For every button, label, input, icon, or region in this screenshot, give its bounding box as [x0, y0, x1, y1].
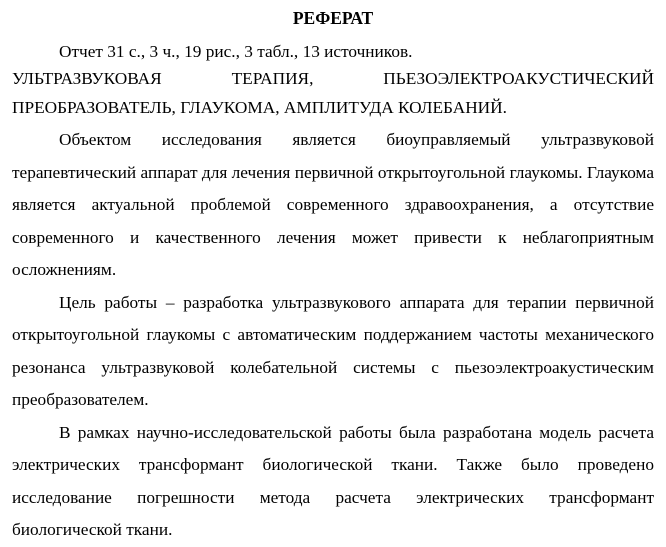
paragraph-object: Объектом исследования является биоуправляемый ультразвуковой терапевтический аппарат для лечения первичной открытоугольной глаукомы. Глаукома является актуальной проблемой современного здравоохранения, а отсутствие современного и качественного лечения может привести к неблагоприятным осложнениям.	[12, 130, 654, 279]
keywords-block	[12, 64, 654, 122]
document-title: РЕФЕРАТ	[292, 8, 374, 28]
paragraph-research: В рамках научно-исследовательской работы была разработана модель расчета электрических трансформант биологической ткани. Также было проведено исследование погрешности метода расчета электрических трансформант биологической ткани.	[12, 422, 654, 539]
keywords: УЛЬТРАЗВУКОВАЯ ТЕРАПИЯ, ПЬЕЗОЭЛЕКТРОАКУСТИЧЕСКИЙ ПРЕОБРАЗОВАТЕЛЬ, ГЛАУКОМА, АМПЛИТУДА КОЛЕБАНИЙ.	[12, 69, 654, 117]
report-meta: Отчет 31 с., 3 ч., 19 рис., 3 табл., 13 источников.	[59, 42, 413, 61]
paragraph-goal: Цель работы – разработка ультразвукового аппарата для терапии первичной открытоугольной глаукомы с автоматическим поддержанием частоты механического резонанса ультразвуковой колебательной системы с пьезоэлектроакустическим преобразователем.	[12, 292, 654, 409]
